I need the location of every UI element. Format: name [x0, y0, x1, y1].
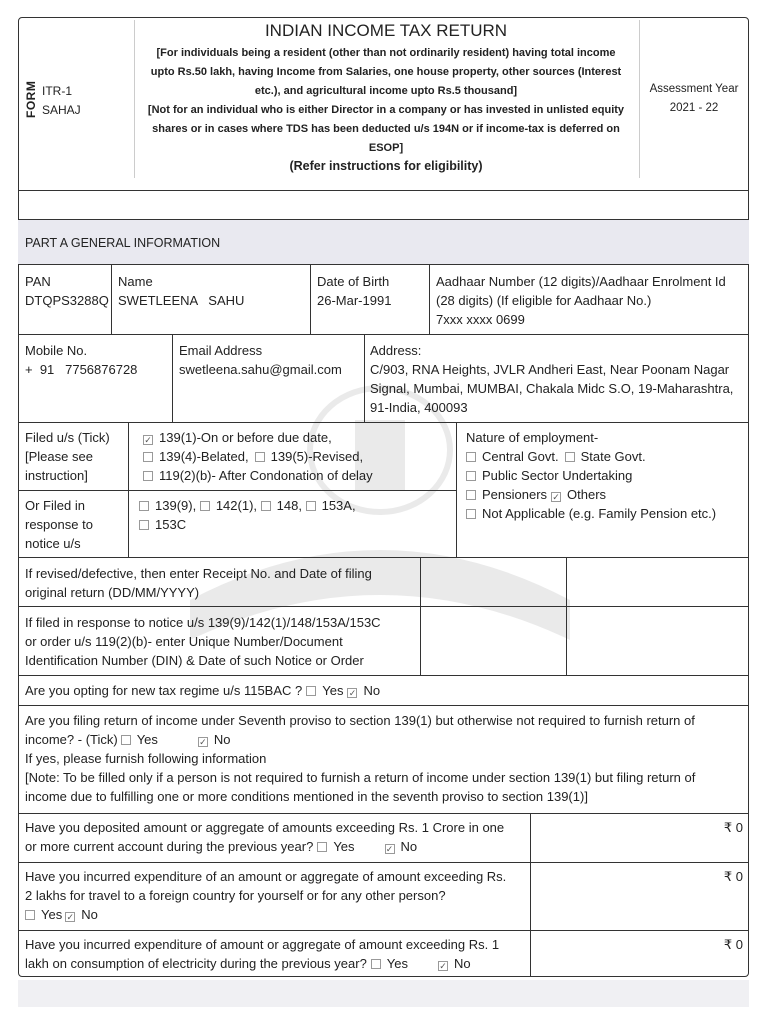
option-label: Others [567, 487, 607, 502]
notice-question [25, 613, 381, 670]
assessment-year [640, 80, 748, 118]
divider [456, 422, 457, 557]
checked-icon[interactable]: ✓ [66, 912, 74, 922]
notice-label-line: response to [25, 517, 93, 532]
name-label: Name [118, 274, 153, 289]
desc-line: shares or in cases where TDS has been deducted u/s 194N or if income-tax is deferred on [152, 123, 620, 135]
option-label: Yes [41, 907, 63, 922]
option-label: Central Govt. [482, 449, 559, 464]
desc-line: upto Rs.50 lakh, having Income from Salaries, one house property, other sources (Interest [150, 66, 622, 78]
address-line: 91-India, 400093 [370, 400, 468, 415]
checkbox[interactable] [200, 501, 210, 511]
blank-row [18, 191, 749, 220]
filed-label-line: Filed u/s (Tick) [25, 430, 110, 445]
row-line [18, 557, 749, 558]
option-label: 139(5)-Revised, [270, 449, 364, 464]
filed-label-line: [Please see [25, 449, 93, 464]
question-line: income? - (Tick) [25, 732, 118, 747]
part-a-title: PART A GENERAL INFORMATION [25, 236, 221, 250]
question-line: Have you incurred expenditure of an amount or aggregate of amount exceeding Rs. [25, 869, 507, 884]
aadhaar-value: 7xxx xxxx 0699 [436, 312, 525, 327]
mobile-value: + 91 7756876728 [25, 362, 138, 377]
option-label: Pensioners [482, 487, 548, 502]
mobile-field [25, 341, 137, 379]
row-line [18, 490, 456, 491]
divider [111, 265, 112, 334]
filed-label [25, 428, 110, 485]
checkbox[interactable] [139, 520, 149, 530]
question-line: Identification Number (DIN) & Date of such Notice or Order [25, 653, 364, 668]
form-name-value: SAHAJ [42, 103, 81, 117]
option-label: 139(4)-Belated, [159, 449, 249, 464]
option-label: 139(9), [155, 498, 197, 513]
option-label: No [81, 907, 98, 922]
option-label: 142(1), [215, 498, 258, 513]
pan-label: PAN [25, 274, 51, 289]
form-title: INDIAN INCOME TAX RETURN [264, 21, 508, 40]
employment-label: Nature of employment- [466, 430, 599, 445]
aadhaar-field [436, 272, 726, 329]
question-electricity [25, 935, 499, 973]
divider [566, 557, 567, 675]
row-line [18, 334, 749, 335]
amount-current-account: ₹ 0 [723, 820, 743, 835]
filed-option-139-4-5[interactable] [143, 447, 373, 466]
checkbox[interactable] [139, 501, 149, 511]
assessment-year-value: 2021 - 22 [669, 102, 719, 114]
notice-label [25, 496, 93, 553]
eligibility-note: (Refer instructions for eligibility) [289, 159, 483, 173]
aadhaar-label: (28 digits) (If eligible for Aadhaar No.) [436, 293, 652, 308]
name-value: SWETLEENA SAHU [118, 293, 245, 308]
filed-option-119[interactable] [143, 466, 373, 485]
option-label: No [454, 956, 471, 971]
question-line: If filed in response to notice u/s 139(9)/142(1)/148/153A/153C [25, 615, 381, 630]
email-value: swetleena.sahu@gmail.com [179, 362, 342, 377]
notice-label-line: Or Filed in [25, 498, 85, 513]
question-line: 2 lakhs for travel to a foreign country for yourself or for any other person? [25, 888, 446, 903]
aadhaar-label: Aadhaar Number (12 digits)/Aadhaar Enrolment Id [436, 274, 726, 289]
form-code [42, 82, 81, 120]
address-field [370, 341, 733, 417]
question-line: Are you filing return of income under Seventh proviso to section 139(1) but otherwise not required to furnish return of [25, 713, 695, 728]
checked-icon[interactable]: ✓ [199, 737, 207, 747]
address-line: C/903, RNA Heights, JVLR Andheri East, Near Poonam Nagar [370, 362, 730, 377]
question-line: original return (DD/MM/YYYY) [25, 585, 200, 600]
question-line: or order u/s 119(2)(b)- enter Unique Number/Document [25, 634, 343, 649]
row-line [18, 705, 749, 706]
option-label: No [363, 683, 381, 698]
assessment-year-label: Assessment Year [649, 83, 739, 95]
checked-icon[interactable]: ✓ [552, 492, 560, 502]
checkbox[interactable] [25, 910, 35, 920]
option-label: 153C [155, 517, 187, 532]
row-line [18, 813, 749, 814]
checked-icon[interactable]: ✓ [348, 688, 357, 698]
checkbox[interactable] [143, 452, 153, 462]
desc-line: [Not for an individual who is either Director in a company or has invested in unlisted equity [147, 104, 625, 116]
question-line: [Note: To be filled only if a person is not required to furnish a return of income under section 139(1) but filing return of [25, 770, 696, 785]
filed-options [143, 428, 373, 485]
checkbox[interactable] [317, 842, 327, 852]
option-label: Not Applicable (e.g. Family Pension etc.) [482, 506, 717, 521]
divider [530, 813, 531, 977]
checkbox[interactable] [143, 471, 153, 481]
dob-value: 26-Mar-1991 [317, 293, 392, 308]
divider [364, 334, 365, 422]
checkbox[interactable] [306, 501, 316, 511]
row-line [18, 930, 749, 931]
option-label: Yes [386, 956, 409, 971]
mobile-label: Mobile No. [25, 343, 88, 358]
option-label: Yes [136, 732, 158, 747]
employment-section [466, 428, 716, 523]
divider [420, 557, 421, 675]
option-label: 119(2)(b)- After Condonation of delay [159, 468, 373, 483]
option-label: No [400, 839, 418, 854]
checkbox[interactable] [261, 501, 271, 511]
question-line: If revised/defective, then enter Receipt No. and Date of filing [25, 566, 372, 581]
email-field [179, 341, 342, 379]
page-footer-band [18, 980, 749, 1007]
address-line: Signal, Mumbai, MUMBAI, Chakala Midc S.O, 19-Maharashtra, [370, 381, 734, 396]
option-label: Yes [322, 683, 344, 698]
divider [172, 334, 173, 422]
row-line [18, 675, 749, 676]
question-line: or more current account during the previous year? [25, 839, 314, 854]
checkbox[interactable] [255, 452, 265, 462]
option-label: State Govt. [580, 449, 646, 464]
checkbox[interactable] [121, 735, 131, 745]
revised-question [25, 564, 372, 602]
checkbox[interactable] [466, 509, 476, 519]
form-description [135, 44, 637, 158]
question-current-account [25, 818, 504, 856]
question-text: Are you opting for new tax regime u/s 115BAC ? [25, 683, 303, 698]
option-label: Yes [333, 839, 355, 854]
checkbox[interactable] [466, 490, 476, 500]
option-label: 153A, [321, 498, 356, 513]
dob-label: Date of Birth [317, 274, 390, 289]
amount-foreign-travel: ₹ 0 [723, 869, 743, 884]
filed-label-line: instruction] [25, 468, 88, 483]
question-line: Have you deposited amount or aggregate of amounts exceeding Rs. 1 Crore in one [25, 820, 505, 835]
option-label: Public Sector Undertaking [482, 468, 633, 483]
dob-field [317, 272, 391, 310]
question-line: If yes, please furnish following information [25, 751, 267, 766]
form-code-value: ITR-1 [42, 84, 72, 98]
option-label: No [213, 732, 231, 747]
question-foreign-travel [25, 867, 506, 924]
checkbox[interactable] [371, 959, 381, 969]
row-line [18, 606, 749, 607]
email-label: Email Address [179, 343, 263, 358]
desc-line: etc.), and agricultural income upto Rs.5 thousand] [254, 85, 518, 97]
pan-field [25, 272, 109, 310]
name-field [118, 272, 244, 310]
checked-icon[interactable]: ✓ [144, 435, 152, 445]
option-label: 148, [276, 498, 302, 513]
checked-icon[interactable]: ✓ [439, 961, 447, 971]
address-label: Address: [370, 343, 422, 358]
desc-line: [For individuals being a resident (other than not ordinarily resident) having total income [156, 47, 616, 59]
row-line [18, 862, 749, 863]
checkbox[interactable] [466, 471, 476, 481]
checkbox[interactable] [565, 452, 575, 462]
option-label: 139(1)-On or before due date, [159, 430, 332, 445]
divider [310, 265, 311, 334]
part-a-header [18, 220, 749, 265]
desc-line: ESOP] [368, 142, 404, 154]
amount-electricity: ₹ 0 [723, 937, 743, 952]
checked-icon[interactable]: ✓ [385, 844, 394, 854]
checkbox[interactable] [306, 686, 316, 696]
filed-option-139-1[interactable] [143, 428, 373, 447]
question-line: Have you incurred expenditure of amount or aggregate of amount exceeding Rs. 1 [25, 937, 500, 952]
seventh-proviso [25, 711, 695, 806]
question-line: lakh on consumption of electricity during the previous year? [25, 956, 367, 971]
form-vertical-label: FORM [24, 80, 38, 118]
divider [429, 265, 430, 334]
regime-question [25, 681, 380, 700]
pan-value: DTQPS3288Q [25, 293, 109, 308]
notice-options [139, 496, 356, 534]
question-line: income due to fulfilling one or more conditions mentioned in the seventh proviso to section 139(1)] [25, 789, 588, 804]
notice-label-line: notice u/s [25, 536, 81, 551]
checkbox[interactable] [466, 452, 476, 462]
